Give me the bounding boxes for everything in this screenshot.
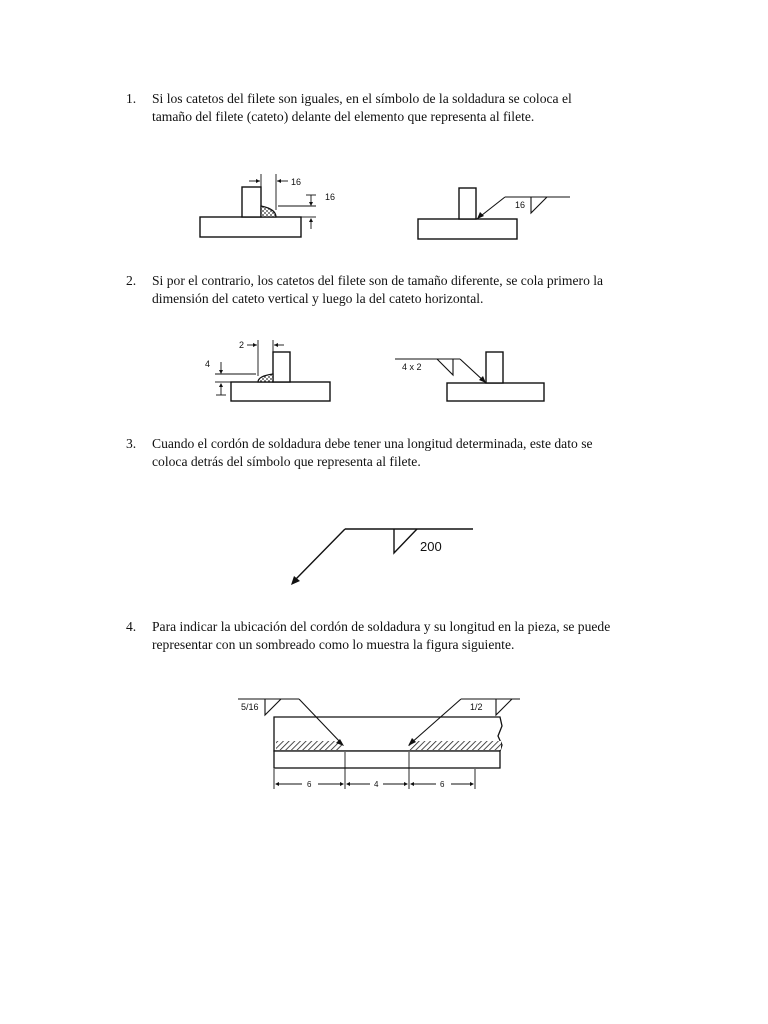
item-text-line: representar con un sombreado como lo muestra la figura siguiente. bbox=[152, 637, 515, 652]
fig1-dim-top-label: 16 bbox=[291, 177, 302, 187]
fig1-dim-side-label: 16 bbox=[325, 192, 336, 202]
fig4-left-size-label: 5/16 bbox=[241, 702, 259, 712]
fig2-symbol-size-label: 4 x 2 bbox=[402, 362, 422, 372]
fig2-weld-symbol bbox=[395, 352, 544, 401]
fig3-weld-symbol bbox=[291, 529, 473, 585]
fig4-plate-drawing bbox=[238, 699, 520, 789]
fig2-joint-drawing bbox=[215, 340, 330, 401]
item-text-line: Si los catetos del filete son iguales, en el símbolo de la soldadura se coloca el bbox=[152, 91, 572, 106]
item-text-line: Para indicar la ubicación del cordón de soldadura y su longitud en la pieza, se puede bbox=[152, 619, 611, 634]
fig4-dim-a-label: 6 bbox=[307, 780, 312, 789]
fig2-dim-side-label: 4 bbox=[205, 359, 211, 369]
fig3-length-label: 200 bbox=[420, 539, 442, 554]
item-text-line: tamaño del filete (cateto) delante del elemento que representa al filete. bbox=[152, 109, 535, 124]
fig1-symbol-size-label: 16 bbox=[515, 200, 526, 210]
fig2-dim-top-label: 2 bbox=[239, 340, 245, 350]
fig4-dim-c-label: 6 bbox=[440, 780, 445, 789]
item-text-line: dimensión del cateto vertical y luego la del cateto horizontal. bbox=[152, 291, 484, 306]
item-number: 3. bbox=[126, 436, 137, 451]
item-number: 1. bbox=[126, 91, 137, 106]
fig4-right-size-label: 1/2 bbox=[470, 702, 483, 712]
item-text-line: coloca detrás del símbolo que representa al filete. bbox=[152, 454, 421, 469]
item-number: 4. bbox=[126, 619, 137, 634]
fig4-dim-b-label: 4 bbox=[374, 780, 379, 789]
item-text-line: Cuando el cordón de soldadura debe tener una longitud determinada, este dato se bbox=[152, 436, 593, 451]
item-text-line: Si por el contrario, los catetos del filete son de tamaño diferente, se cola primero la bbox=[152, 273, 604, 288]
fig1-weld-symbol bbox=[418, 188, 570, 239]
item-number: 2. bbox=[126, 273, 137, 288]
